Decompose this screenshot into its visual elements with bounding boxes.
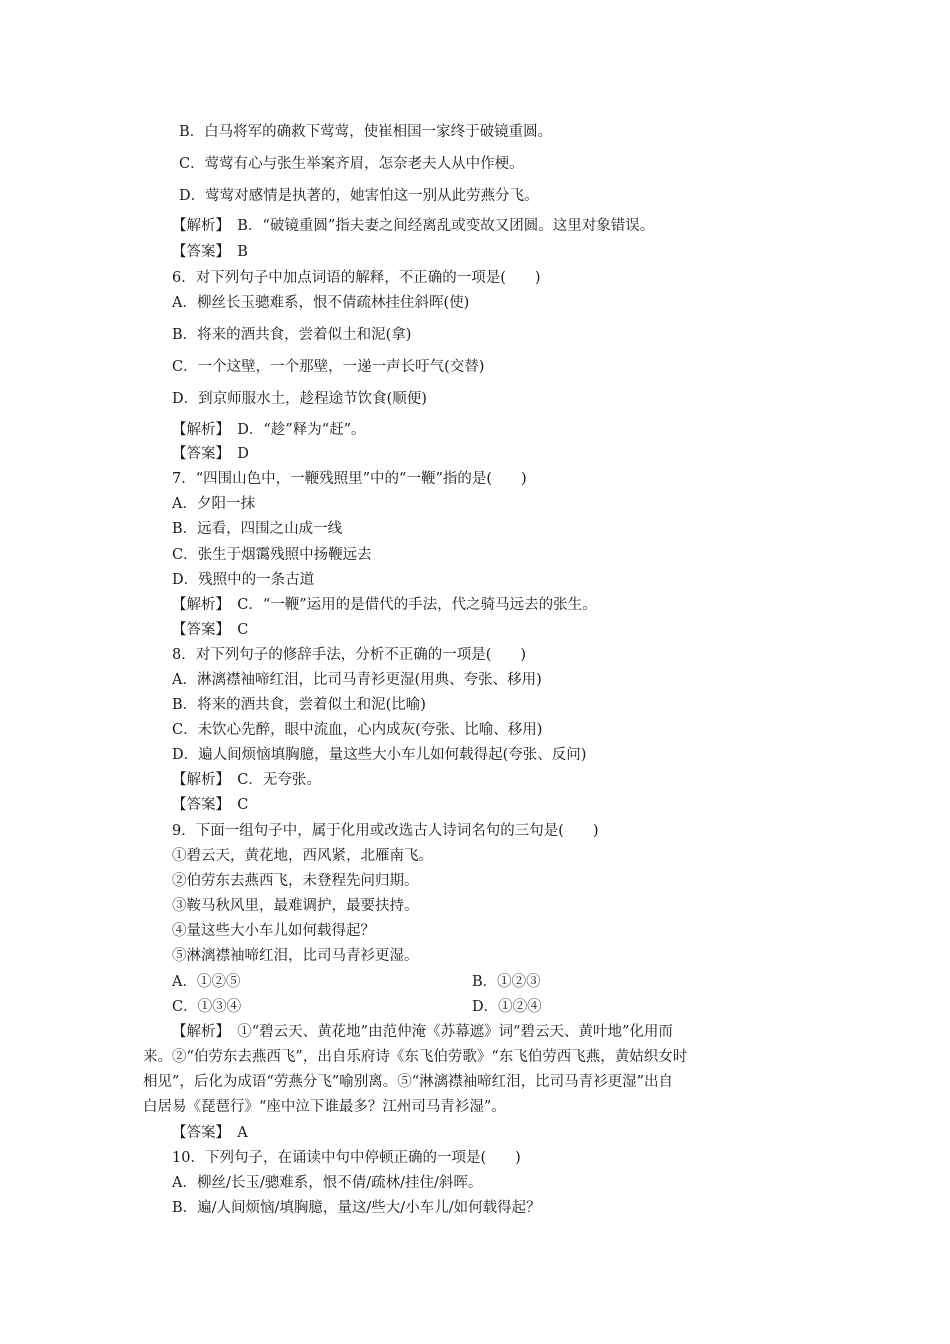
q10-option-a: A．柳丝/长玉/骢难系，恨不倩/疏林/挂住/斜晖。 (172, 1175, 483, 1191)
q9-option-b: B．①②③ (472, 974, 541, 990)
q10-option-b: B．遍/人间烦恼/填胸臆，量这/些大/小车儿/如何载得起？ (172, 1200, 541, 1216)
answer-label: 【答案】 (172, 622, 223, 638)
q8-option-c: C．未饮心先醉，眼中流血，心内成灰(夸张、比喻、移用) (172, 722, 543, 738)
q9-option-d: D．①②④ (472, 999, 542, 1015)
q7-analysis: 【解析】 C．“一鞭”运用的是借代的手法，代之骑马远去的张生。 (172, 597, 597, 613)
q9-analysis-line-2: 来。②“伯劳东去燕西飞”，出自乐府诗《东飞伯劳歌》“东飞伯劳西飞燕，黄姑织女时 (143, 1049, 688, 1065)
q5-option-b: B．白马将军的确救下莺莺，使崔相国一家终于破镜重圆。 (179, 124, 553, 140)
q8-stem: 8．对下列句子的修辞手法，分析不正确的一项是( ) (172, 647, 527, 663)
analysis-label: 【解析】 (172, 218, 223, 234)
q9-analysis-line-4: 白居易《琵琶行》“座中泣下谁最多？江州司马青衫湿”。 (143, 1099, 506, 1115)
answer-label: 【答案】 (172, 1125, 223, 1141)
q7-answer: 【答案】 C (172, 622, 249, 638)
q7-option-c: C．张生于烟霭残照中扬鞭远去 (172, 547, 372, 563)
q8-option-d: D．遍人间烦恼填胸臆，量这些大小车儿如何载得起(夸张、反问) (172, 747, 587, 763)
q9-stem: 9．下面一组句子中，属于化用或改选古人诗词名句的三句是( ) (172, 823, 599, 839)
q7-option-b: B．远看，四围之山成一线 (172, 521, 343, 537)
q9-analysis-line-1: 【解析】 ①“碧云天、黄花地”由范仲淹《苏幕遮》词“碧云天、黄叶地”化用而 (172, 1024, 673, 1040)
q9-sentence-2: ②伯劳东去燕西飞，未登程先问归期。 (172, 873, 419, 889)
q9-sentence-5: ⑤淋漓襟袖啼红泪，比司马青衫更湿。 (172, 948, 419, 964)
q5-answer: 【答案】 B (172, 244, 248, 260)
q9-analysis-line-3: 相见”，后化为成语“劳燕分飞”喻别离。⑤“淋漓襟袖啼红泪，比司马青衫更湿”出自 (143, 1074, 674, 1090)
q6-option-d: D．到京师服水土，趁程途节饮食(顺便) (172, 391, 427, 407)
answer-label: 【答案】 (172, 446, 223, 462)
q8-answer: 【答案】 C (172, 797, 249, 813)
q7-option-d: D．残照中的一条古道 (172, 572, 315, 588)
q9-sentence-4: ④量这些大小车儿如何载得起？ (172, 923, 375, 939)
q8-option-b: B．将来的酒共食，尝着似土和泥(比喻) (172, 697, 426, 713)
analysis-label: 【解析】 (172, 422, 223, 438)
q9-option-c: C．①③④ (172, 999, 242, 1015)
q9-answer: 【答案】 A (172, 1125, 248, 1141)
q5-option-c: C．莺莺有心与张生举案齐眉，怎奈老夫人从中作梗。 (179, 156, 524, 172)
q6-option-c: C．一个这壁，一个那壁，一递一声长吁气(交替) (172, 359, 485, 375)
analysis-label: 【解析】 (172, 597, 223, 613)
q10-stem: 10．下列句子，在诵读中句中停顿正确的一项是( ) (172, 1150, 521, 1166)
q6-analysis: 【解析】 D．“趁”释为“赶”。 (172, 422, 366, 438)
q9-sentence-3: ③鞍马秋风里，最难调护，最要扶持。 (172, 898, 419, 914)
q6-option-b: B．将来的酒共食，尝着似土和泥(拿) (172, 327, 412, 343)
q6-stem: 6．对下列句子中加点词语的解释，不正确的一项是( ) (172, 270, 541, 286)
q7-stem: 7．“四围山色中，一鞭残照里”中的“一鞭”指的是( ) (172, 471, 527, 487)
answer-label: 【答案】 (172, 797, 223, 813)
q5-analysis: 【解析】 B．“破镜重圆”指夫妻之间经离乱或变故又团圆。这里对象错误。 (172, 218, 655, 234)
q5-option-d: D．莺莺对感情是执著的，她害怕这一别从此劳燕分飞。 (179, 188, 539, 204)
q8-option-a: A．淋漓襟袖啼红泪，比司马青衫更湿(用典、夸张、移用) (172, 672, 542, 688)
analysis-label: 【解析】 (172, 772, 223, 788)
q9-sentence-1: ①碧云天，黄花地，西风紧，北雁南飞。 (172, 848, 433, 864)
q7-option-a: A．夕阳一抹 (172, 496, 255, 512)
q9-option-a: A．①②⑤ (172, 974, 241, 990)
answer-label: 【答案】 (172, 244, 223, 260)
q8-analysis: 【解析】 C．无夸张。 (172, 772, 321, 788)
analysis-label: 【解析】 (172, 1024, 223, 1040)
q6-option-a: A．柳丝长玉骢难系，恨不倩疏林挂住斜晖(使) (172, 295, 470, 311)
q6-answer: 【答案】 D (172, 446, 249, 462)
